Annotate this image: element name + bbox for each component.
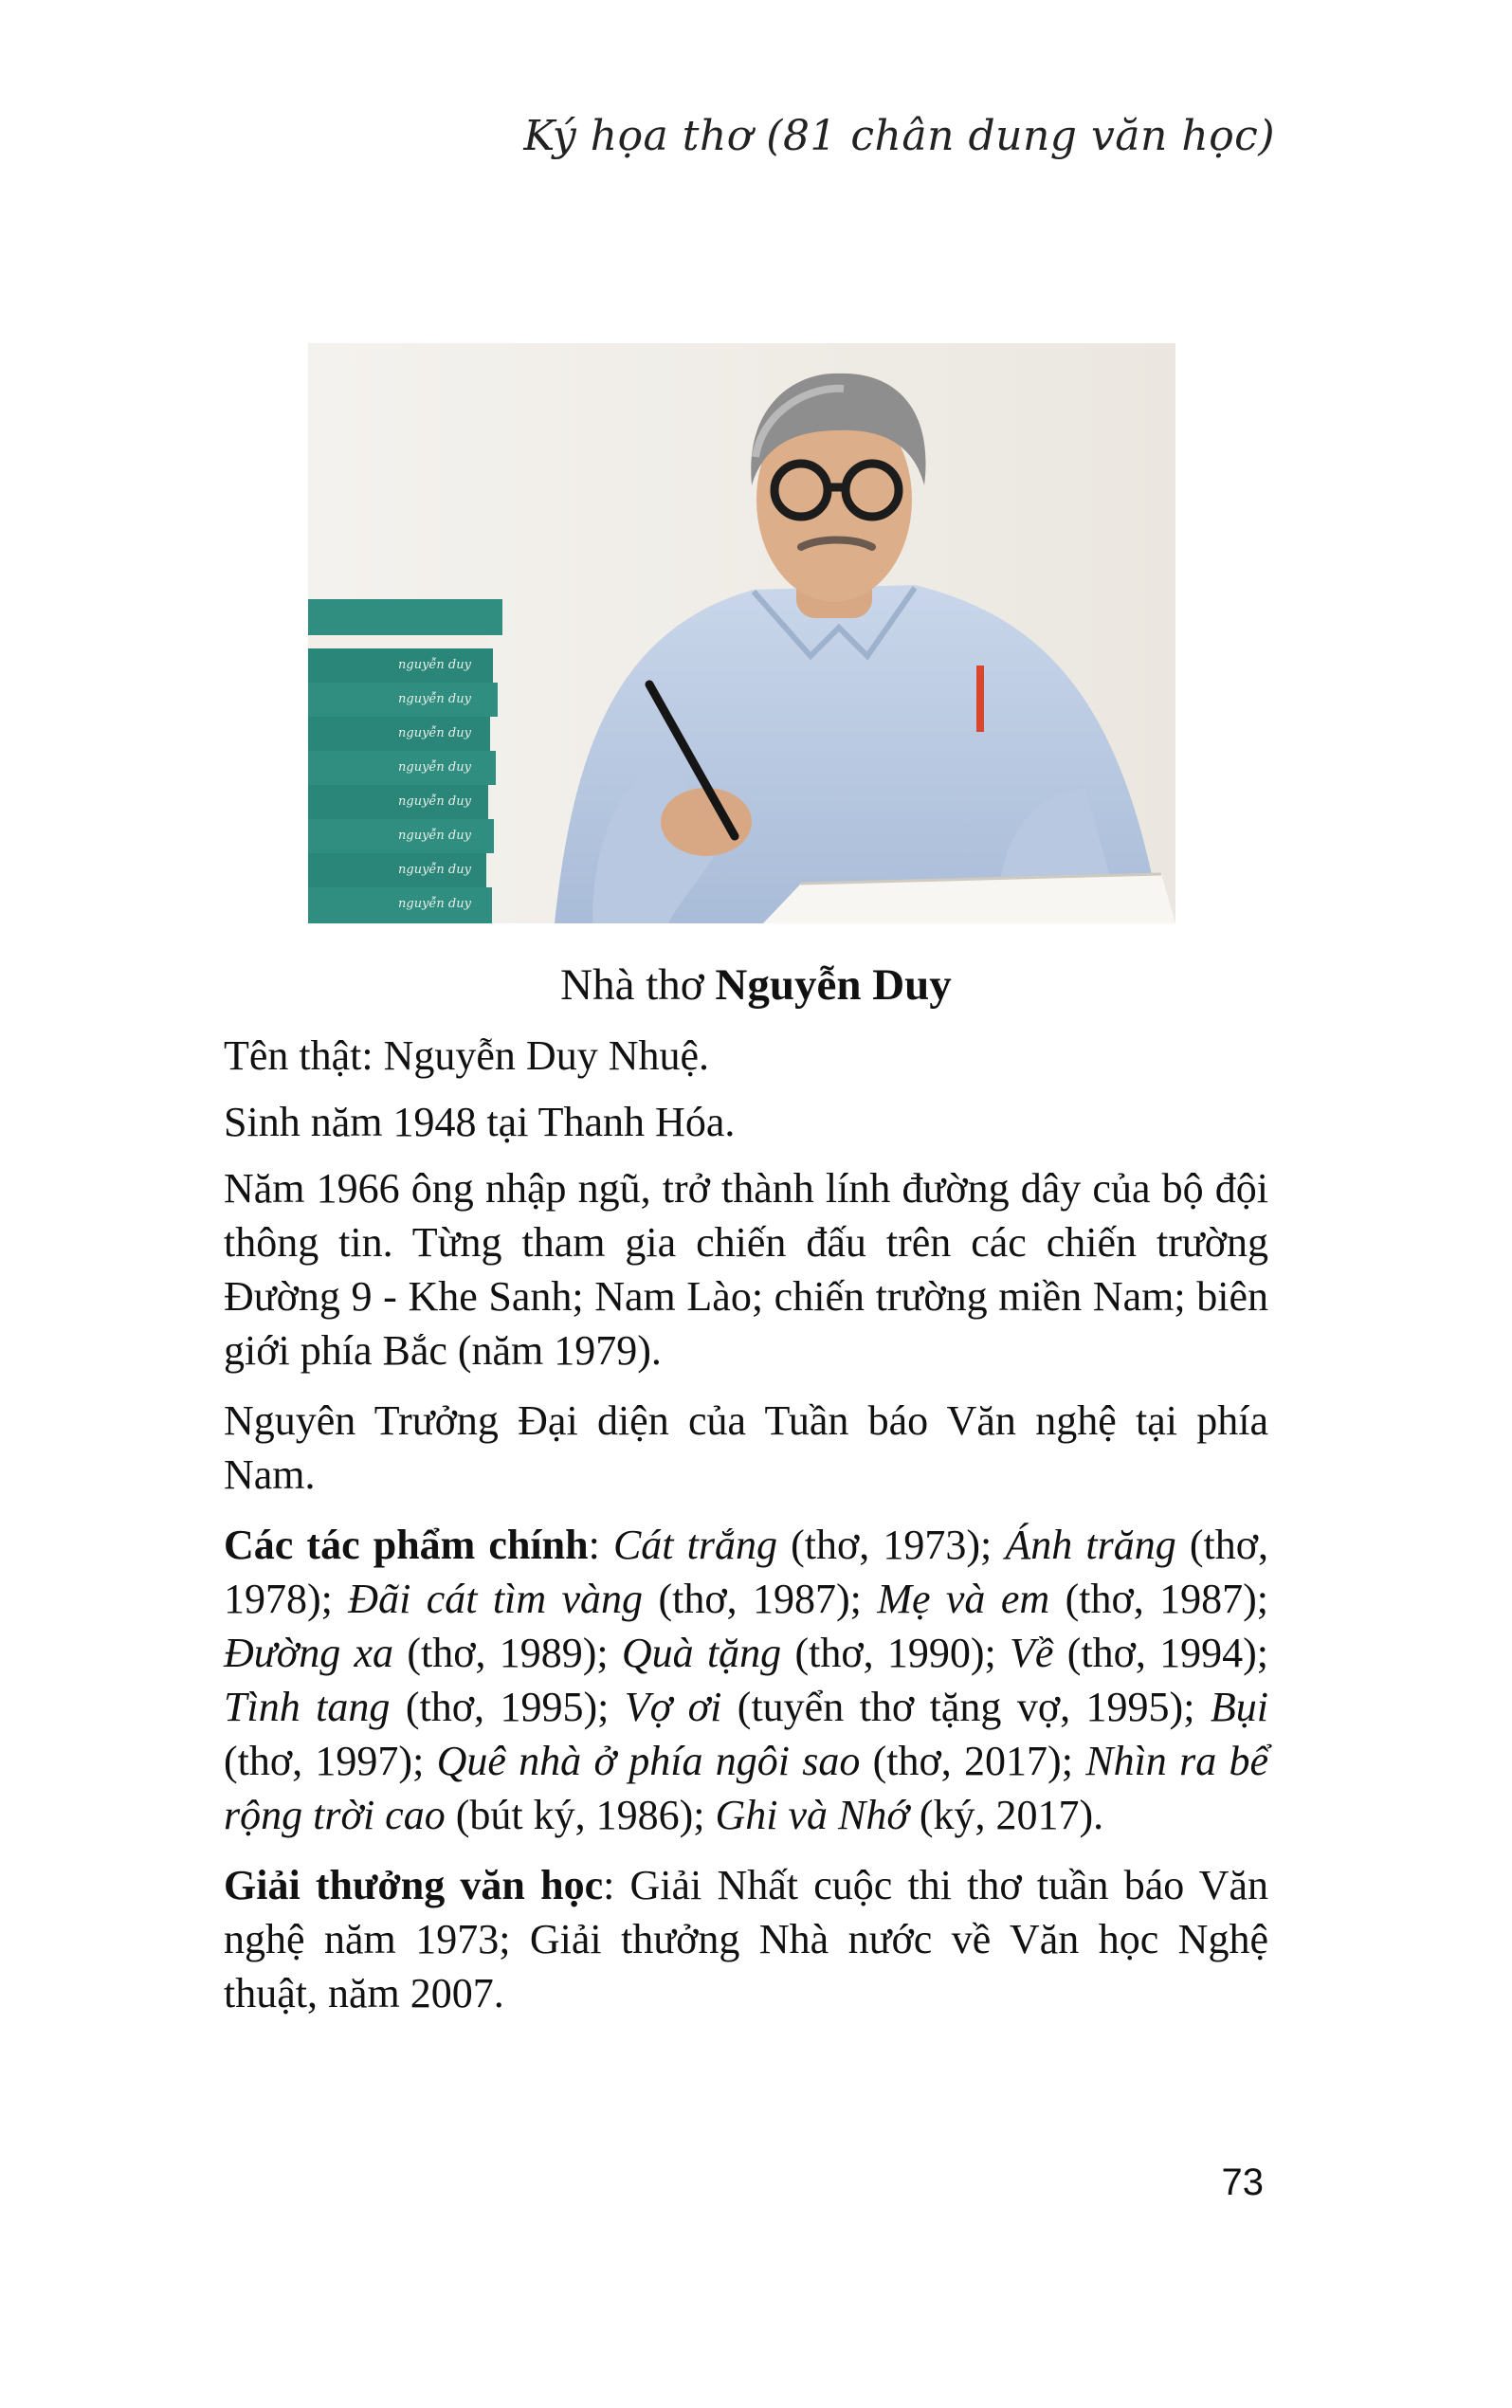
position-paragraph: Nguyên Trưởng Đại diện của Tuần báo Văn nghệ tại phía Nam.	[224, 1397, 1268, 1498]
work-title: Quê nhà ở phía ngôi sao	[436, 1738, 861, 1784]
work-title: Bụi	[1210, 1684, 1268, 1730]
biography	[224, 1029, 1268, 2036]
work-detail: (tuyển thơ tặng vợ, 1995);	[721, 1684, 1211, 1730]
work-detail: (thơ, 1990);	[781, 1630, 1011, 1676]
awards-label: Giải thưởng văn học	[224, 1862, 604, 1908]
work-title: Tình tang	[224, 1684, 391, 1730]
work-title: Vợ ơi	[624, 1684, 722, 1730]
work-detail: (thơ, 1987);	[643, 1576, 878, 1622]
svg-text:nguyễn duy: nguyễn duy	[398, 794, 471, 809]
work-detail: (thơ, 1989);	[393, 1630, 622, 1676]
work-title: Cát trắng	[612, 1522, 777, 1568]
caption-prefix: Nhà thơ	[560, 960, 716, 1010]
work-detail: (thơ, 1987);	[1049, 1576, 1268, 1622]
work-title: Về	[1010, 1630, 1054, 1676]
work-title: Nhìn ra bể rộng trời cao	[224, 1738, 1269, 1838]
awards-text: : Giải Nhất cuộc thi thơ tuần báo Văn nghệ năm 1973; Giải thưởng Nhà nước về Văn học Nghệ thuật, năm 2007.	[224, 1862, 1268, 2016]
work-detail: (thơ, 1995);	[390, 1684, 625, 1730]
running-header: Ký họa thơ (81 chân dung văn học)	[523, 112, 1275, 160]
work-detail: (thơ, 2017);	[860, 1738, 1086, 1784]
svg-text:nguyễn duy: nguyễn duy	[398, 658, 471, 672]
svg-text:nguyễn duy: nguyễn duy	[398, 760, 471, 775]
photo-caption	[0, 959, 1512, 1011]
work-title: Mẹ và em	[877, 1576, 1050, 1622]
svg-text:nguyễn duy: nguyễn duy	[398, 692, 471, 706]
svg-text:nguyễn duy: nguyễn duy	[398, 863, 471, 877]
work-detail: (thơ, 1973);	[777, 1522, 1006, 1568]
work-detail: (ký, 2017).	[908, 1792, 1104, 1838]
work-detail: (thơ, 1994);	[1053, 1630, 1268, 1676]
work-detail: (bút ký, 1986);	[445, 1792, 716, 1838]
author-photo	[308, 343, 1175, 923]
work-title: Đường xa	[224, 1630, 394, 1676]
svg-text:nguyễn duy: nguyễn duy	[398, 829, 471, 843]
work-title: Đãi cát tìm vàng	[348, 1576, 644, 1622]
page-number: 73	[1221, 2162, 1264, 2203]
work-detail: (thơ, 1997);	[224, 1738, 437, 1784]
works-paragraph: Các tác phẩm chính: Cát trắng (thơ, 1973); Ánh trăng (thơ, 1978); Đãi cát tìm vàng (thơ, 1987); Mẹ và em (thơ, 1987); Đường xa (thơ, 1989); Quà tặng (thơ, 1990); Về (thơ, 1994); Tình tang (thơ, 1995); Vợ ơi (tuyển thơ tặng vợ, 1995); Bụi (thơ, 1997); Quê nhà ở phía ngôi sao (thơ, 2017); Nhìn ra bể rộng trời cao (bút ký, 1986); Ghi và Nhớ (ký, 2017).	[224, 1522, 1269, 1838]
birth-paragraph: Sinh năm 1948 tại Thanh Hóa.	[224, 1099, 736, 1145]
author-portrait-illustration	[308, 343, 1175, 923]
svg-text:nguyễn duy: nguyễn duy	[398, 897, 471, 911]
work-title: Ghi và Nhớ	[715, 1792, 909, 1838]
real-name-paragraph: Tên thật: Nguyễn Duy Nhuệ.	[224, 1032, 709, 1079]
works-label: Các tác phẩm chính	[224, 1522, 589, 1568]
book-stack	[308, 599, 502, 923]
author-name: Nguyễn Duy	[715, 960, 952, 1010]
works-list	[224, 1522, 1268, 1838]
svg-text:nguyễn duy: nguyễn duy	[398, 726, 471, 740]
work-title: Ánh trăng	[1005, 1522, 1176, 1568]
awards-paragraph	[224, 1858, 1268, 2020]
career-paragraph: Năm 1966 ông nhập ngũ, trở thành lính đường dây của bộ đội thông tin. Từng tham gia chiến đấu trên các chiến trường Đường 9 - Khe Sanh; Nam Lào; chiến trường miền Nam; biên giới phía Bắc (năm 1979).	[224, 1165, 1268, 1374]
work-title: Quà tặng	[621, 1630, 782, 1676]
work-detail: (thơ, 1978);	[224, 1522, 1268, 1622]
